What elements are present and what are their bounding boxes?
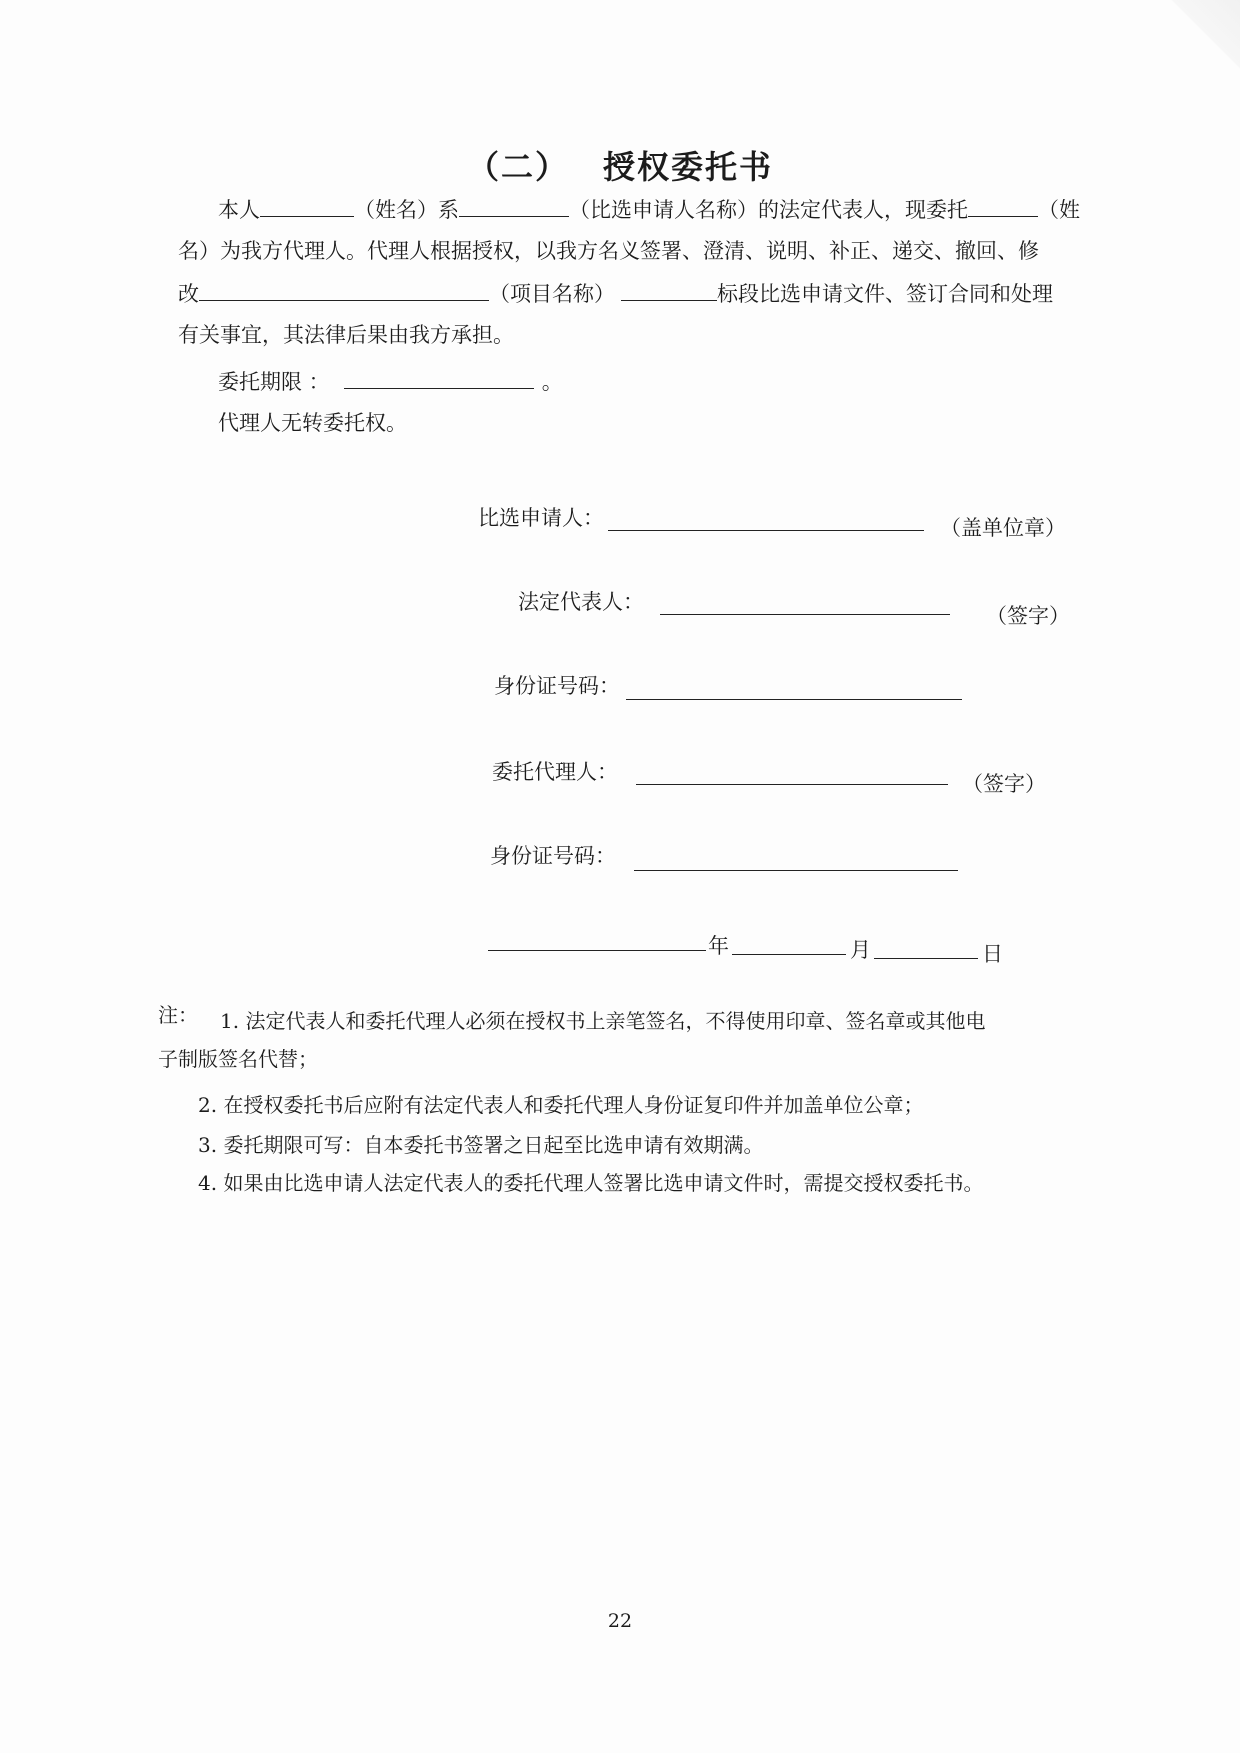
agent-name-blank — [968, 194, 1038, 217]
period-blank — [344, 366, 534, 389]
applicant-name-blank — [459, 194, 569, 217]
title-section-number: （二） — [466, 148, 569, 186]
project-name-blank — [199, 278, 489, 301]
period-line: 委托期限 ： 。 — [218, 366, 563, 397]
note-1-line-2: 子制版签名代替； — [158, 1047, 318, 1071]
legal-rep-sign-note: （签字） — [986, 604, 1070, 628]
no-transfer-line: 代理人无转委托权。 — [218, 411, 407, 435]
id-number-label-2: 身份证号码： — [490, 844, 616, 868]
body-line-1: 本人 （姓名）系 （比选申请人名称）的法定代表人，现委托 （姓 — [218, 194, 1080, 225]
note-3: 3. 委托期限可写：自本委托书签署之日起至比选申请有效期满。 — [198, 1133, 764, 1157]
title-text: 授权委托书 — [603, 148, 774, 186]
note-4: 4. 如果由比选申请人法定代表人的委托代理人签署比选申请文件时，需提交授权委托书。 — [198, 1171, 984, 1195]
id-number-label-1: 身份证号码： — [494, 674, 620, 698]
agent-sign-note: （签字） — [962, 772, 1046, 796]
id-number-line-1 — [626, 697, 962, 700]
applicant-signature-line — [608, 528, 924, 531]
day-label: 日 — [982, 942, 1003, 966]
agent-signature-line — [636, 782, 948, 785]
page-title — [0, 142, 1240, 188]
notes-prefix: 注： — [158, 1003, 198, 1027]
agent-label: 委托代理人： — [492, 760, 618, 784]
applicant-seal-note: （盖单位章） — [940, 516, 1066, 540]
legal-rep-signature-line — [660, 612, 950, 615]
lot-blank — [621, 278, 717, 301]
id-number-line-2 — [634, 868, 958, 871]
month-label: 月 — [850, 938, 871, 962]
body-line-2: 名）为我方代理人。代理人根据授权，以我方名义签署、澄清、说明、补正、递交、撤回、修 — [178, 239, 1039, 263]
note-2: 2. 在授权委托书后应附有法定代表人和委托代理人身份证复印件并加盖单位公章； — [198, 1093, 924, 1117]
note-1-line-1: 1. 法定代表人和委托代理人必须在授权书上亲笔签名，不得使用印章、签名章或其他电 — [220, 1009, 986, 1033]
day-blank — [874, 956, 978, 959]
legal-rep-label: 法定代表人： — [518, 590, 644, 614]
page-corner-fold — [1160, 0, 1240, 70]
year-blank — [488, 948, 706, 951]
body-line-3: 改 （项目名称） 标段比选申请文件、签订合同和处理 — [178, 278, 1053, 309]
name-blank — [260, 194, 354, 217]
applicant-label: 比选申请人： — [478, 506, 604, 530]
page-number: 22 — [607, 1610, 633, 1632]
body-line-4: 有关事宜，其法律后果由我方承担。 — [178, 323, 514, 347]
month-blank — [732, 952, 846, 955]
year-label: 年 — [708, 934, 729, 958]
